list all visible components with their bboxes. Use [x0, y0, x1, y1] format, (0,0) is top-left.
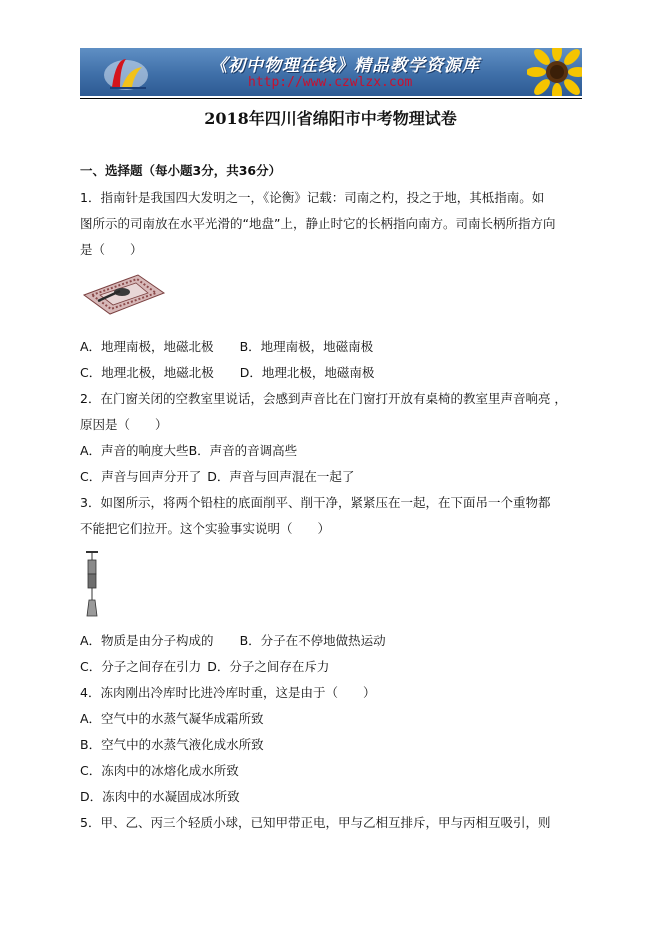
question-5-line-1: 5．甲、乙、丙三个轻质小球，已知甲带正电，甲与乙相互排斥，甲与丙相互吸引，则 — [80, 815, 551, 830]
question-2-line-2: 原因是（ ） — [80, 417, 168, 432]
section-heading: 一、选择题（每小题3分，共36分） — [80, 163, 282, 178]
question-1-option-c[interactable]: C．地理北极，地磁北极 — [80, 365, 214, 380]
question-2-option-d[interactable]: D．声音与回声混在一起了 — [207, 469, 355, 484]
question-3-options-cd — [80, 659, 329, 675]
question-3-line-1: 3．如图所示，将两个铅柱的底面削平、削干净，紧紧压在一起，在下面吊一个重物都 — [80, 495, 551, 510]
question-1-option-a[interactable]: A．地理南极，地磁北极 — [80, 339, 214, 354]
question-3-option-a[interactable]: A．物质是由分子构成的 — [80, 633, 214, 648]
header-banner — [80, 48, 582, 96]
banner-url: http://www.czwlzx.com — [248, 75, 413, 90]
question-2-options-cd — [80, 469, 354, 485]
question-4-option-d[interactable]: D．冻肉中的水凝固成冰所致 — [80, 789, 240, 804]
site-logo-icon — [102, 53, 152, 93]
banner-site-name: 《初中物理在线》精品教学资源库 — [210, 56, 480, 76]
question-3-options-ab — [80, 633, 386, 649]
sunflower-icon — [527, 48, 582, 96]
question-3-option-d[interactable]: D．分子之间存在斥力 — [207, 659, 330, 674]
question-4-option-b[interactable]: B．空气中的水蒸气液化成水所致 — [80, 737, 264, 752]
question-2-options-ab — [80, 443, 297, 459]
question-1-options-cd — [80, 365, 374, 381]
question-3-option-c[interactable]: C．分子之间存在引力 — [80, 659, 202, 674]
question-1-line-1: 1．指南针是我国四大发明之一，《论衡》记载：司南之杓，投之于地，其柢指南。如 — [80, 190, 545, 205]
question-3-option-b[interactable]: B．分子在不停地做热运动 — [239, 633, 386, 648]
question-1-option-b[interactable]: B．地理南极，地磁南极 — [239, 339, 374, 354]
question-1-line-2: 图所示的司南放在水平光滑的“地盘”上，静止时它的长柄指向南方。司南长柄所指方向 — [80, 216, 556, 231]
question-4-option-a[interactable]: A．空气中的水蒸气凝华成霜所致 — [80, 711, 264, 726]
question-1-option-d[interactable]: D．地理北极，地磁南极 — [239, 365, 375, 380]
question-2-option-b[interactable]: B．声音的音调高些 — [188, 443, 298, 458]
question-1-options-ab — [80, 339, 373, 355]
question-2-option-a[interactable]: A．声音的响度大些 — [80, 443, 189, 458]
question-3-line-2: 不能把它们拉开。这个实验事实说明（ ） — [80, 521, 331, 536]
question-1-line-3: 是（ ） — [80, 242, 143, 257]
question-2-option-c[interactable]: C．声音与回声分开了 — [80, 469, 202, 484]
header-rule — [80, 98, 582, 99]
question-4-option-c[interactable]: C．冻肉中的冰熔化成水所致 — [80, 763, 239, 778]
question-2-line-1: 2．在门窗关闭的空教室里说话，会感到声音比在门窗打开放有桌椅的教室里声音响亮 ， — [80, 391, 567, 406]
lead-cylinders-figure-icon — [84, 550, 100, 618]
question-4-line-1: 4．冻肉刚出冷库时比进冷库时重，这是由于（ ） — [80, 685, 376, 700]
page-title: 2018年四川省绵阳市中考物理试卷 — [204, 109, 457, 128]
compass-spoon-figure-icon — [80, 271, 166, 317]
